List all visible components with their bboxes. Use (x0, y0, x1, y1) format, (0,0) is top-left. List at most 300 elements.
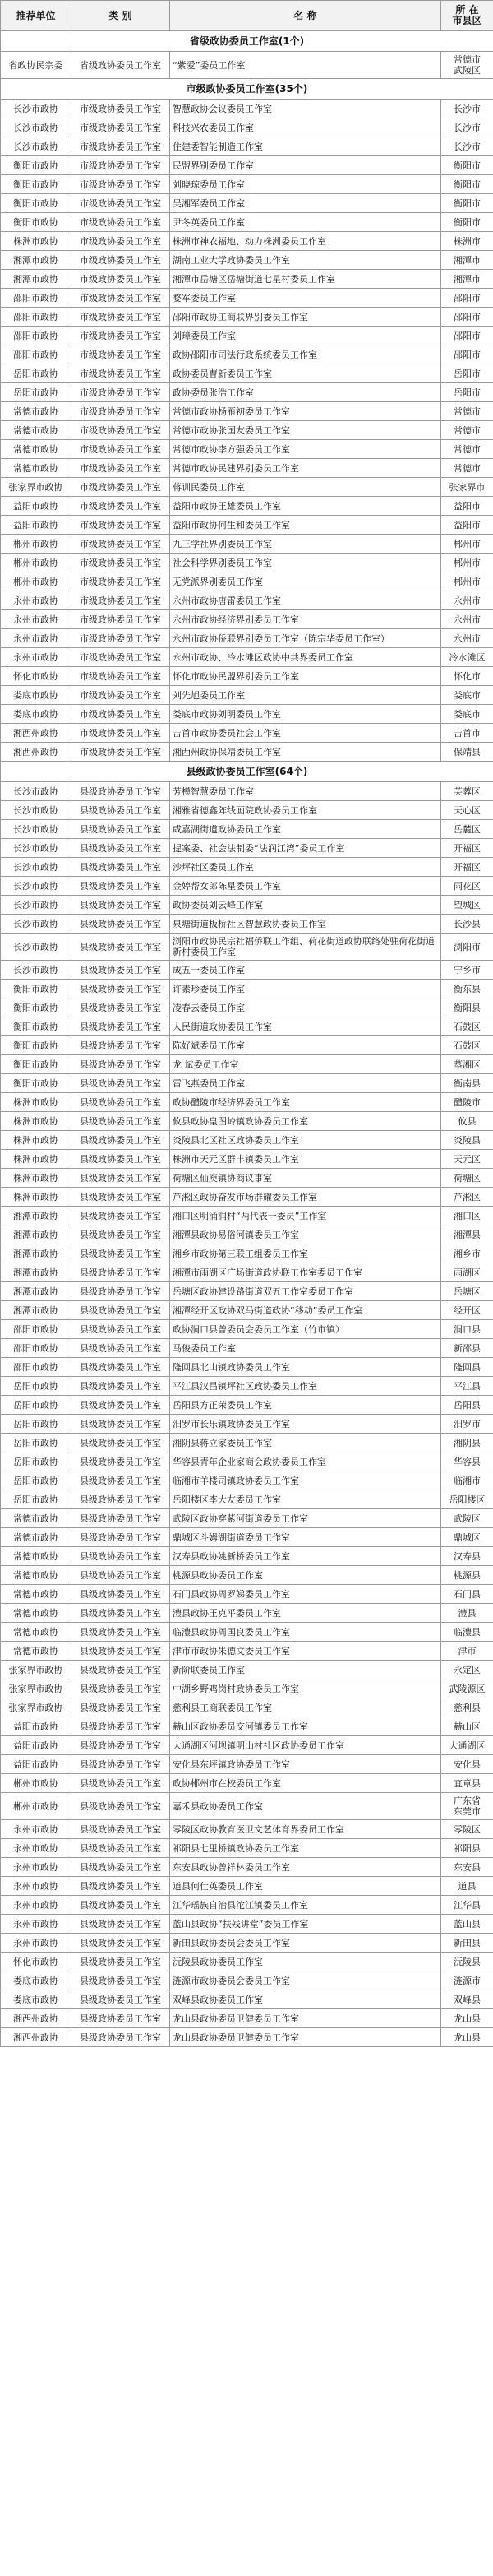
cell-category: 市级政协委员工作室 (71, 383, 170, 402)
cell-location: 天心区 (441, 801, 493, 820)
cell-category: 县级政协委员工作室 (71, 1820, 170, 1839)
cell-category: 县级政协委员工作室 (71, 1509, 170, 1528)
cell-recommending-unit: 长沙市政协 (1, 877, 71, 896)
cell-name: 刘先旭委员工作室 (170, 686, 441, 705)
table-row (1, 1953, 493, 1971)
cell-category: 县级政协委员工作室 (71, 1131, 170, 1150)
cell-location: 东安县 (441, 1858, 493, 1877)
cell-location: 衡阳市 (441, 213, 493, 232)
cell-recommending-unit: 永州市政协 (1, 629, 71, 648)
cell-category: 市级政协委员工作室 (71, 100, 170, 118)
cell-name: 咸嘉湖街道政协委员工作室 (170, 820, 441, 839)
cell-name: 湘潭县政协易俗河镇委员工作室 (170, 1225, 441, 1244)
cell-location: 怀化市 (441, 667, 493, 686)
cell-category: 县级政协委员工作室 (71, 1971, 170, 1990)
cell-name: 慈利县工商联委员工作室 (170, 1698, 441, 1717)
cell-recommending-unit: 邵阳市政协 (1, 1320, 71, 1339)
cell-recommending-unit: 湘潭市政协 (1, 1263, 71, 1282)
cell-name: 九三学社界别委员工作室 (170, 535, 441, 554)
cell-name: 江华瑶族自治县沱江镇委员工作室 (170, 1896, 441, 1915)
cell-category: 县级政协委员工作室 (71, 961, 170, 980)
cell-recommending-unit: 衡阳市政协 (1, 1074, 71, 1093)
cell-category: 市级政协委员工作室 (71, 686, 170, 705)
table-row (1, 1225, 493, 1244)
cell-category: 县级政协委员工作室 (71, 1282, 170, 1301)
cell-name: 湘乡市政协第三联工组委员工作室 (170, 1244, 441, 1263)
table-row (1, 572, 493, 591)
cell-recommending-unit: 长沙市政协 (1, 839, 71, 858)
cell-location: 常德市 (441, 440, 493, 459)
cell-location: 炎陵县 (441, 1131, 493, 1150)
cell-category: 县级政协委员工作室 (71, 1793, 170, 1820)
cell-name: 新阶联委员工作室 (170, 1661, 441, 1679)
cell-name: 马俊委员工作室 (170, 1339, 441, 1358)
cell-recommending-unit: 怀化市政协 (1, 667, 71, 686)
cell-location: 郴州市 (441, 572, 493, 591)
section-title: 县级政协委员工作室(64个) (1, 762, 493, 782)
cell-category: 县级政协委员工作室 (71, 1774, 170, 1793)
cell-category: 县级政协委员工作室 (71, 1528, 170, 1547)
cell-location: 荷塘区 (441, 1169, 493, 1188)
cell-recommending-unit: 长沙市政协 (1, 915, 71, 934)
table-row (1, 1604, 493, 1623)
cell-recommending-unit: 株洲市政协 (1, 1169, 71, 1188)
table-row (1, 1396, 493, 1415)
cell-recommending-unit: 岳阳市政协 (1, 1471, 71, 1490)
cell-name: 刘璋委员工作室 (170, 327, 441, 345)
cell-location: 岳塘区 (441, 1282, 493, 1301)
header-name: 名 称 (170, 1, 441, 31)
cell-location: 大通湖区 (441, 1736, 493, 1755)
cell-location: 湘潭市 (441, 251, 493, 270)
cell-recommending-unit: 常德市政协 (1, 1623, 71, 1642)
cell-category: 市级政协委员工作室 (71, 232, 170, 251)
cell-recommending-unit: 株洲市政协 (1, 1093, 71, 1112)
cell-location: 醴陵市 (441, 1093, 493, 1112)
cell-category: 市级政协委员工作室 (71, 175, 170, 194)
cell-category: 市级政协委员工作室 (71, 213, 170, 232)
cell-category: 市级政协委员工作室 (71, 137, 170, 156)
cell-name: 刘晓琼委员工作室 (170, 175, 441, 194)
cell-name: 汨罗市长乐镇政协委员工作室 (170, 1415, 441, 1434)
cell-category: 县级政协委员工作室 (71, 1755, 170, 1774)
cell-category: 市级政协委员工作室 (71, 667, 170, 686)
cell-category: 县级政协委员工作室 (71, 1915, 170, 1934)
cell-location: 保靖县 (441, 743, 493, 762)
cell-name: 嘉禾县政协委员工作室 (170, 1793, 441, 1820)
cell-location: 华容县 (441, 1452, 493, 1471)
table-row (1, 1698, 493, 1717)
cell-category: 市级政协委员工作室 (71, 705, 170, 724)
section-title: 省级政协委员工作室(1个) (1, 31, 493, 52)
cell-category: 县级政协委员工作室 (71, 1074, 170, 1093)
table-row (1, 345, 493, 364)
cell-name: 政协醴陵市经济界委员工作室 (170, 1093, 441, 1112)
cell-category: 县级政协委员工作室 (71, 1585, 170, 1604)
table-row (1, 1093, 493, 1112)
cell-recommending-unit: 湘潭市政协 (1, 1301, 71, 1320)
cell-location: 岳阳楼区 (441, 1490, 493, 1509)
cell-name: 龙山县政协委员卫健委员工作室 (170, 2009, 441, 2028)
cell-name: 科技兴农委员工作室 (170, 118, 441, 137)
cell-name: 社会科学界别委员工作室 (170, 554, 441, 572)
cell-recommending-unit: 张家界市政协 (1, 1679, 71, 1698)
cell-location: 衡阳县 (441, 998, 493, 1017)
cell-location: 长沙市 (441, 118, 493, 137)
cell-category: 市级政协委员工作室 (71, 516, 170, 535)
cell-recommending-unit: 常德市政协 (1, 402, 71, 421)
cell-name: 智慧政协会议委员工作室 (170, 100, 441, 118)
table-row (1, 289, 493, 308)
cell-name: 株洲市天元区群丰镇委员工作室 (170, 1150, 441, 1169)
cell-location: 邵阳市 (441, 327, 493, 345)
cell-recommending-unit: 益阳市政协 (1, 497, 71, 516)
table-row (1, 782, 493, 801)
table-row (1, 1623, 493, 1642)
cell-category: 县级政协委员工作室 (71, 858, 170, 877)
cell-location: 冷水滩区 (441, 648, 493, 667)
cell-category: 县级政协委员工作室 (71, 877, 170, 896)
cell-name: 鼎城区斗姆湖街道委员工作室 (170, 1528, 441, 1547)
cell-recommending-unit: 长沙市政协 (1, 137, 71, 156)
cell-category: 市级政协委员工作室 (71, 629, 170, 648)
cell-location: 常德市 武陵区 (441, 52, 493, 79)
cell-category: 县级政协委员工作室 (71, 1036, 170, 1055)
cell-name: 炎陵县北区社区政协委员工作室 (170, 1131, 441, 1150)
cell-recommending-unit: 衡阳市政协 (1, 156, 71, 175)
cell-category: 市级政协委员工作室 (71, 440, 170, 459)
cell-name: 东安县政协曾祥林委员工作室 (170, 1858, 441, 1877)
cell-name: 提案委、社会法制委“法润江湾”委员工作室 (170, 839, 441, 858)
cell-name: 安化县东坪镇政协委员工作室 (170, 1755, 441, 1774)
cell-location: 永州市 (441, 610, 493, 629)
cell-location: 永定区 (441, 1661, 493, 1679)
table-row (1, 1074, 493, 1093)
cell-name: 永州市政协经济界别委员工作室 (170, 610, 441, 629)
cell-name: 泉塘街道板桥社区智慧政协委员工作室 (170, 915, 441, 934)
cell-recommending-unit: 省政协民宗委 (1, 52, 71, 79)
cell-category: 市级政协委员工作室 (71, 345, 170, 364)
cell-recommending-unit: 永州市政协 (1, 648, 71, 667)
cell-location: 郴州市 (441, 535, 493, 554)
cell-name: 汉寿县政协姚新桥委员工作室 (170, 1547, 441, 1566)
cell-name: 永州市政协、冷水滩区政协中共界委员工作室 (170, 648, 441, 667)
cell-location: 龙山县 (441, 2009, 493, 2028)
cell-category: 市级政协委员工作室 (71, 572, 170, 591)
table-row (1, 1990, 493, 2009)
cell-recommending-unit: 长沙市政协 (1, 820, 71, 839)
cell-category: 市级政协委员工作室 (71, 156, 170, 175)
cell-location: 龙山县 (441, 2028, 493, 2047)
cell-location: 衡东县 (441, 980, 493, 998)
cell-recommending-unit: 岳阳市政协 (1, 1377, 71, 1396)
cell-location: 雨湖区 (441, 1263, 493, 1282)
table-row (1, 213, 493, 232)
cell-name: 成五一委员工作室 (170, 961, 441, 980)
cell-category: 县级政协委员工作室 (71, 1225, 170, 1244)
cell-name: 湘西州政协保靖委员工作室 (170, 743, 441, 762)
cell-category: 县级政协委员工作室 (71, 1320, 170, 1339)
cell-location: 武陵区 (441, 1509, 493, 1528)
cell-name: 常德市政协杨雁初委员工作室 (170, 402, 441, 421)
cell-category: 县级政协委员工作室 (71, 934, 170, 961)
cell-category: 市级政协委员工作室 (71, 251, 170, 270)
table-header-row (1, 1, 493, 31)
table-row (1, 1320, 493, 1339)
cell-recommending-unit: 永州市政协 (1, 1915, 71, 1934)
cell-recommending-unit: 长沙市政协 (1, 961, 71, 980)
cell-category: 县级政协委员工作室 (71, 1642, 170, 1661)
table-row (1, 100, 493, 118)
cell-name: 武陵区政协穿紫河街道委员工作室 (170, 1509, 441, 1528)
cell-recommending-unit: 湘西州政协 (1, 2028, 71, 2047)
cell-location: 益阳市 (441, 497, 493, 516)
table-row (1, 591, 493, 610)
cell-recommending-unit: 湘潭市政协 (1, 251, 71, 270)
cell-name: 临湘市羊楼司镇政协委员工作室 (170, 1471, 441, 1490)
table-row (1, 1169, 493, 1188)
cell-location: 祁阳县 (441, 1839, 493, 1858)
cell-recommending-unit: 怀化市政协 (1, 1953, 71, 1971)
cell-category: 县级政协委员工作室 (71, 1207, 170, 1225)
cell-category: 县级政协委员工作室 (71, 915, 170, 934)
cell-name: 无党派界别委员工作室 (170, 572, 441, 591)
cell-name: 政协邵阳市司法行政系统委员工作室 (170, 345, 441, 364)
cell-category: 市级政协委员工作室 (71, 478, 170, 497)
cell-category: 县级政协委员工作室 (71, 1717, 170, 1736)
table-row (1, 118, 493, 137)
cell-location: 石鼓区 (441, 1036, 493, 1055)
cell-recommending-unit: 益阳市政协 (1, 1736, 71, 1755)
cell-category: 县级政协委员工作室 (71, 1396, 170, 1415)
cell-category: 县级政协委员工作室 (71, 1896, 170, 1915)
cell-category: 县级政协委员工作室 (71, 1839, 170, 1858)
cell-category: 县级政协委员工作室 (71, 1623, 170, 1642)
cell-name: 住建委智能制造工作室 (170, 137, 441, 156)
table-row (1, 1566, 493, 1585)
cell-recommending-unit: 永州市政协 (1, 1877, 71, 1896)
cell-recommending-unit: 永州市政协 (1, 1839, 71, 1858)
cell-recommending-unit: 株洲市政协 (1, 232, 71, 251)
cell-recommending-unit: 湘潭市政协 (1, 1282, 71, 1301)
cell-category: 省级政协委员工作室 (71, 52, 170, 79)
cell-recommending-unit: 岳阳市政协 (1, 1490, 71, 1509)
cell-name: 金婷帮女郎陈星委员工作室 (170, 877, 441, 896)
cell-recommending-unit: 湘潭市政协 (1, 1207, 71, 1225)
cell-name: 临澧县政协周国良委员工作室 (170, 1623, 441, 1642)
table-row (1, 934, 493, 961)
cell-recommending-unit: 长沙市政协 (1, 801, 71, 820)
cell-recommending-unit: 郴州市政协 (1, 1774, 71, 1793)
table-row (1, 877, 493, 896)
cell-location: 娄底市 (441, 705, 493, 724)
cell-category: 市级政协委员工作室 (71, 194, 170, 213)
table-row (1, 516, 493, 535)
cell-name: 株洲市神农福地、动力株洲委员工作室 (170, 232, 441, 251)
cell-location: 芙蓉区 (441, 782, 493, 801)
cell-recommending-unit: 娄底市政协 (1, 1971, 71, 1990)
cell-location: 邵阳市 (441, 289, 493, 308)
cell-location: 湘潭县 (441, 1225, 493, 1244)
cell-category: 县级政协委员工作室 (71, 1112, 170, 1131)
cell-category: 县级政协委员工作室 (71, 1055, 170, 1074)
table-row (1, 998, 493, 1017)
section-title-row (1, 762, 493, 782)
cell-name: 永州市政协唐雷委员工作室 (170, 591, 441, 610)
cell-name: 津市市政协朱德文委员工作室 (170, 1642, 441, 1661)
table-row (1, 1820, 493, 1839)
table-row (1, 2028, 493, 2047)
cell-recommending-unit: 衡阳市政协 (1, 1017, 71, 1036)
cell-recommending-unit: 永州市政协 (1, 1896, 71, 1915)
table-row (1, 610, 493, 629)
table-row (1, 383, 493, 402)
cell-recommending-unit: 衡阳市政协 (1, 213, 71, 232)
cell-location: 岳阳县 (441, 1396, 493, 1415)
cell-recommending-unit: 永州市政协 (1, 1934, 71, 1953)
cell-location: 雨花区 (441, 877, 493, 896)
cell-name: 蒋训民委员工作室 (170, 478, 441, 497)
table-row (1, 858, 493, 877)
cell-recommending-unit: 邵阳市政协 (1, 308, 71, 327)
cell-category: 县级政协委员工作室 (71, 1698, 170, 1717)
table-row (1, 1036, 493, 1055)
cell-location: 株洲市 (441, 232, 493, 251)
cell-name: 赫山区政协委员交河镇委员工作室 (170, 1717, 441, 1736)
cell-category: 县级政协委员工作室 (71, 1736, 170, 1755)
cell-location: 湘阴县 (441, 1434, 493, 1452)
cell-name: 澧县政协王克平委员工作室 (170, 1604, 441, 1623)
table-row (1, 402, 493, 421)
cell-recommending-unit: 株洲市政协 (1, 1131, 71, 1150)
cell-name: 政协委员刘云峰工作室 (170, 896, 441, 915)
cell-recommending-unit: 常德市政协 (1, 459, 71, 478)
cell-name: 邵阳市政协工商联界别委员工作室 (170, 308, 441, 327)
table-row (1, 1282, 493, 1301)
cell-location: 长沙市 (441, 100, 493, 118)
table-row (1, 364, 493, 383)
table-row (1, 896, 493, 915)
cell-name: “紫爱”委员工作室 (170, 52, 441, 79)
cell-category: 县级政协委员工作室 (71, 1169, 170, 1188)
cell-recommending-unit: 益阳市政协 (1, 1755, 71, 1774)
cell-category: 县级政协委员工作室 (71, 1679, 170, 1698)
cell-recommending-unit: 湘西州政协 (1, 743, 71, 762)
cell-recommending-unit: 湘潭市政协 (1, 270, 71, 289)
cell-recommending-unit: 常德市政协 (1, 440, 71, 459)
cell-location: 澧县 (441, 1604, 493, 1623)
cell-recommending-unit: 常德市政协 (1, 1642, 71, 1661)
cell-name: 政协委员张浩工作室 (170, 383, 441, 402)
cell-recommending-unit: 衡阳市政协 (1, 1055, 71, 1074)
table-row (1, 1263, 493, 1282)
cell-location: 衡阳市 (441, 156, 493, 175)
cell-location: 蓝山县 (441, 1915, 493, 1934)
table-row (1, 554, 493, 572)
cell-location: 吉首市 (441, 724, 493, 743)
cell-category: 县级政协委员工作室 (71, 1877, 170, 1896)
cell-name: 大通湖区河坝镇明山村社区政协委员工作室 (170, 1736, 441, 1755)
cell-location: 衡阳市 (441, 175, 493, 194)
cell-recommending-unit: 邵阳市政协 (1, 289, 71, 308)
table-row (1, 743, 493, 762)
table-row (1, 1017, 493, 1036)
cell-recommending-unit: 常德市政协 (1, 1585, 71, 1604)
cell-name: 涟源市政协委员会委员工作室 (170, 1971, 441, 1990)
cell-recommending-unit: 郴州市政协 (1, 554, 71, 572)
cell-recommending-unit: 益阳市政协 (1, 516, 71, 535)
cell-name: 岳塘区政协建设路街道双五工作室委员工作室 (170, 1282, 441, 1301)
cell-category: 县级政协委员工作室 (71, 1566, 170, 1585)
table-row (1, 1585, 493, 1604)
cell-location: 蒸湘区 (441, 1055, 493, 1074)
cell-location: 开福区 (441, 839, 493, 858)
cell-name: 岳阳楼区李大友委员工作室 (170, 1490, 441, 1509)
cell-name: 龙山县政协委员卫健委员工作室 (170, 2028, 441, 2047)
cell-name: 娄底市政协刘明委员工作室 (170, 705, 441, 724)
table-row (1, 1839, 493, 1858)
table-row (1, 820, 493, 839)
cell-location: 湘潭市 (441, 270, 493, 289)
table-row (1, 440, 493, 459)
cell-name: 华容县青年企业家商会政协委员工作室 (170, 1452, 441, 1471)
table-row (1, 961, 493, 980)
table-row (1, 251, 493, 270)
table-row (1, 459, 493, 478)
cell-recommending-unit: 湘潭市政协 (1, 1225, 71, 1244)
cell-location: 津市 (441, 1642, 493, 1661)
cell-category: 县级政协委员工作室 (71, 820, 170, 839)
cell-location: 隆回县 (441, 1358, 493, 1377)
cell-category: 市级政协委员工作室 (71, 270, 170, 289)
cell-category: 市级政协委员工作室 (71, 497, 170, 516)
cell-name: 常德市政协张国友委员工作室 (170, 421, 441, 440)
cell-recommending-unit: 长沙市政协 (1, 118, 71, 137)
table-row (1, 915, 493, 934)
cell-name: 政协洞口县曾委员会委员工作室（竹市镇） (170, 1320, 441, 1339)
table-row (1, 1717, 493, 1736)
cell-name: 雷飞燕委员工作室 (170, 1074, 441, 1093)
cell-category: 县级政协委员工作室 (71, 1017, 170, 1036)
cell-category: 市级政协委员工作室 (71, 610, 170, 629)
table-row (1, 1915, 493, 1934)
table-row (1, 478, 493, 497)
cell-location: 道县 (441, 1877, 493, 1896)
cell-location: 常德市 (441, 421, 493, 440)
cell-recommending-unit: 常德市政协 (1, 1528, 71, 1547)
cell-location: 洞口县 (441, 1320, 493, 1339)
cell-category: 县级政协委员工作室 (71, 1339, 170, 1358)
cell-recommending-unit: 永州市政协 (1, 1820, 71, 1839)
cell-name: 政协委员曹新委员工作室 (170, 364, 441, 383)
table-row (1, 308, 493, 327)
cell-name: 零陵区政协教育医卫文艺体育界委员工作室 (170, 1820, 441, 1839)
cell-name: 永州市政协侨联界别委员工作室（陈宗华委员工作室） (170, 629, 441, 648)
table-row (1, 497, 493, 516)
cell-category: 县级政协委员工作室 (71, 782, 170, 801)
cell-category: 县级政协委员工作室 (71, 1547, 170, 1566)
cell-recommending-unit: 邵阳市政协 (1, 1358, 71, 1377)
cell-name: 湘潭经开区政协双马街道政协“移动”委员工作室 (170, 1301, 441, 1320)
cell-name: 婺军委员工作室 (170, 289, 441, 308)
cell-location: 开福区 (441, 858, 493, 877)
cell-recommending-unit: 常德市政协 (1, 421, 71, 440)
cell-category: 县级政协委员工作室 (71, 1188, 170, 1207)
section-title-row (1, 79, 493, 100)
cell-recommending-unit: 株洲市政协 (1, 1188, 71, 1207)
cell-location: 邵阳市 (441, 345, 493, 364)
cell-recommending-unit: 衡阳市政协 (1, 998, 71, 1017)
